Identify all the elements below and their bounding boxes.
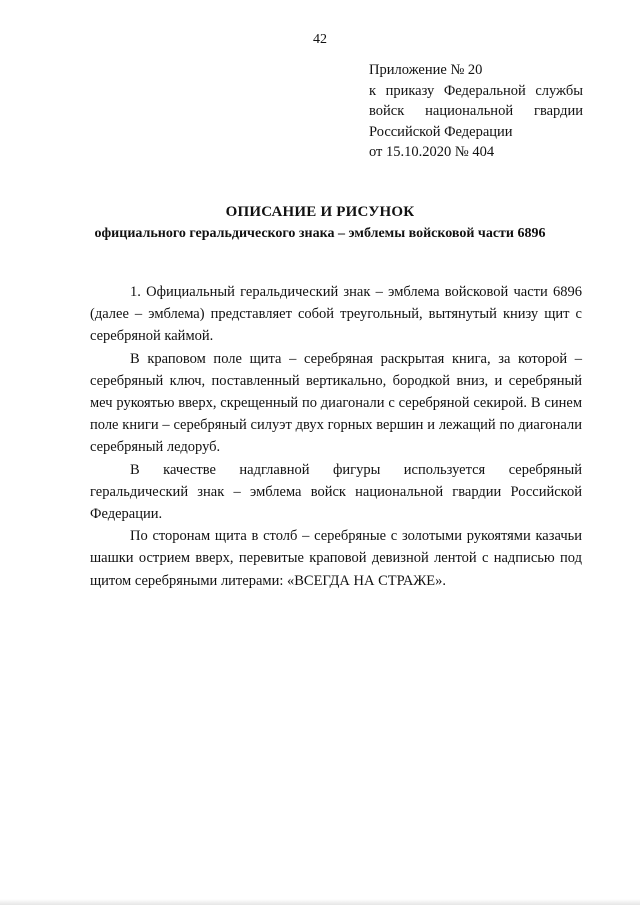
paragraph-4: По сторонам щита в столб – серебряные с золотыми рукоятями казачьи шашки острием вверх, перевитые краповой девизной лентой с надписью под щитом серебряными литерами: «ВСЕГДА НА СТРАЖЕ». [90,528,582,589]
appendix-header [369,60,583,163]
appendix-service-name: войск национальной гвардии [369,103,583,119]
paragraph-2: В краповом поле щита – серебряная раскрытая книга, за которой – серебряный ключ, поставленный вертикально, бородкой вниз, и серебряный меч рукоятью вверх, скрещенный по диагонали с серебряной секирой. В синем поле книги – серебряный силуэт двух горных вершин и лежащий по диагонали серебряный ледоруб. [90,350,582,456]
appendix-number: Приложение № 20 [369,62,483,78]
appendix-order-reference: к приказу Федеральной службы [369,82,583,99]
document-body [90,281,582,592]
paragraph-1: 1. Официальный геральдический знак – эмблема войсковой части 6896 (далее – эмблема) представляет собой треугольный, вытянутый книзу щит с серебряной каймой. [90,284,582,345]
paragraph-3: В качестве надглавной фигуры используется серебряный геральдический знак – эмблема войск национальной гвардии Российской Федерации. [90,461,582,523]
appendix-date-number: от 15.10.2020 № 404 [369,144,495,160]
document-title: ОПИСАНИЕ И РИСУНОК [225,204,415,220]
appendix-country: Российской Федерации [369,123,513,140]
page-number: 42 [313,32,327,47]
document-subtitle: официального геральдического знака – эмблемы войсковой части 6896 [94,226,546,241]
scan-bottom-edge [0,899,640,905]
